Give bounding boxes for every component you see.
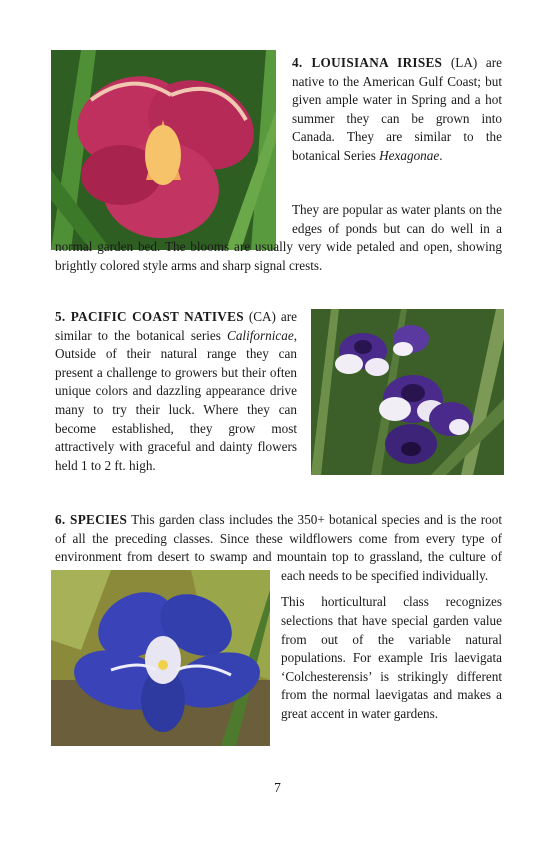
pacific-paragraph: 5. PACIFIC COAST NATIVES (CA) are similar to the botanical series Californicae, Outside of their natural range they can present a challenge to growers but their often unique colors and dazzling appearance drive many to try their luck. Where they can become established, they grow most attractively with graceful and dainty flowers held 1 to 2 ft. high. xyxy=(55,309,298,473)
louisiana-paragraph-2: They are popular as water plants on the edges of ponds but can do well in a normal garden bed. The blooms are usually very wide petaled and open, showing brightly colored style arms and sharp signal crests. xyxy=(55,202,502,273)
louisiana-heading: 4. LOUISIANA IRISES xyxy=(292,55,443,70)
species-paragraph-2: This horticultural class recognizes selections that have special garden value from out of the variable natural populations. For example Iris laevigata ‘Colchesterensis’ is strikingly different from the normal laevigatas and makes a great accent in water gardens. xyxy=(281,594,502,721)
species-paragraph: 6. SPECIES This garden class includes the 350+ botanical species and is the root of all the preceding classes. Since these wildflowers come from every type of environment from desert to swamp and mountain top to grassland, the culture of each needs to be specified individually. This horticultural class recognizes selections that have special garden value from out of the variable natural populations. For example Iris laevigata ‘Colchesterensis’ is strikingly different from the normal laevigatas and makes a great accent in water gardens. xyxy=(55,511,502,767)
species-heading: 6. SPECIES xyxy=(55,512,128,527)
pacific-coast-iris-photo xyxy=(311,309,504,475)
species-iris-photo xyxy=(51,570,270,746)
pacific-heading: 5. PACIFIC COAST NATIVES xyxy=(55,309,244,324)
louisiana-paragraph: 4. LOUISIANA IRISES (LA) are native to the American Gulf Coast; but given ample water in Spring and a hot summer they can be grown into Canada. They are similar to the botanical Series Hexagonae. xyxy=(292,55,502,163)
image-wrap-spacer xyxy=(55,201,292,238)
page-number: 7 xyxy=(274,780,281,795)
